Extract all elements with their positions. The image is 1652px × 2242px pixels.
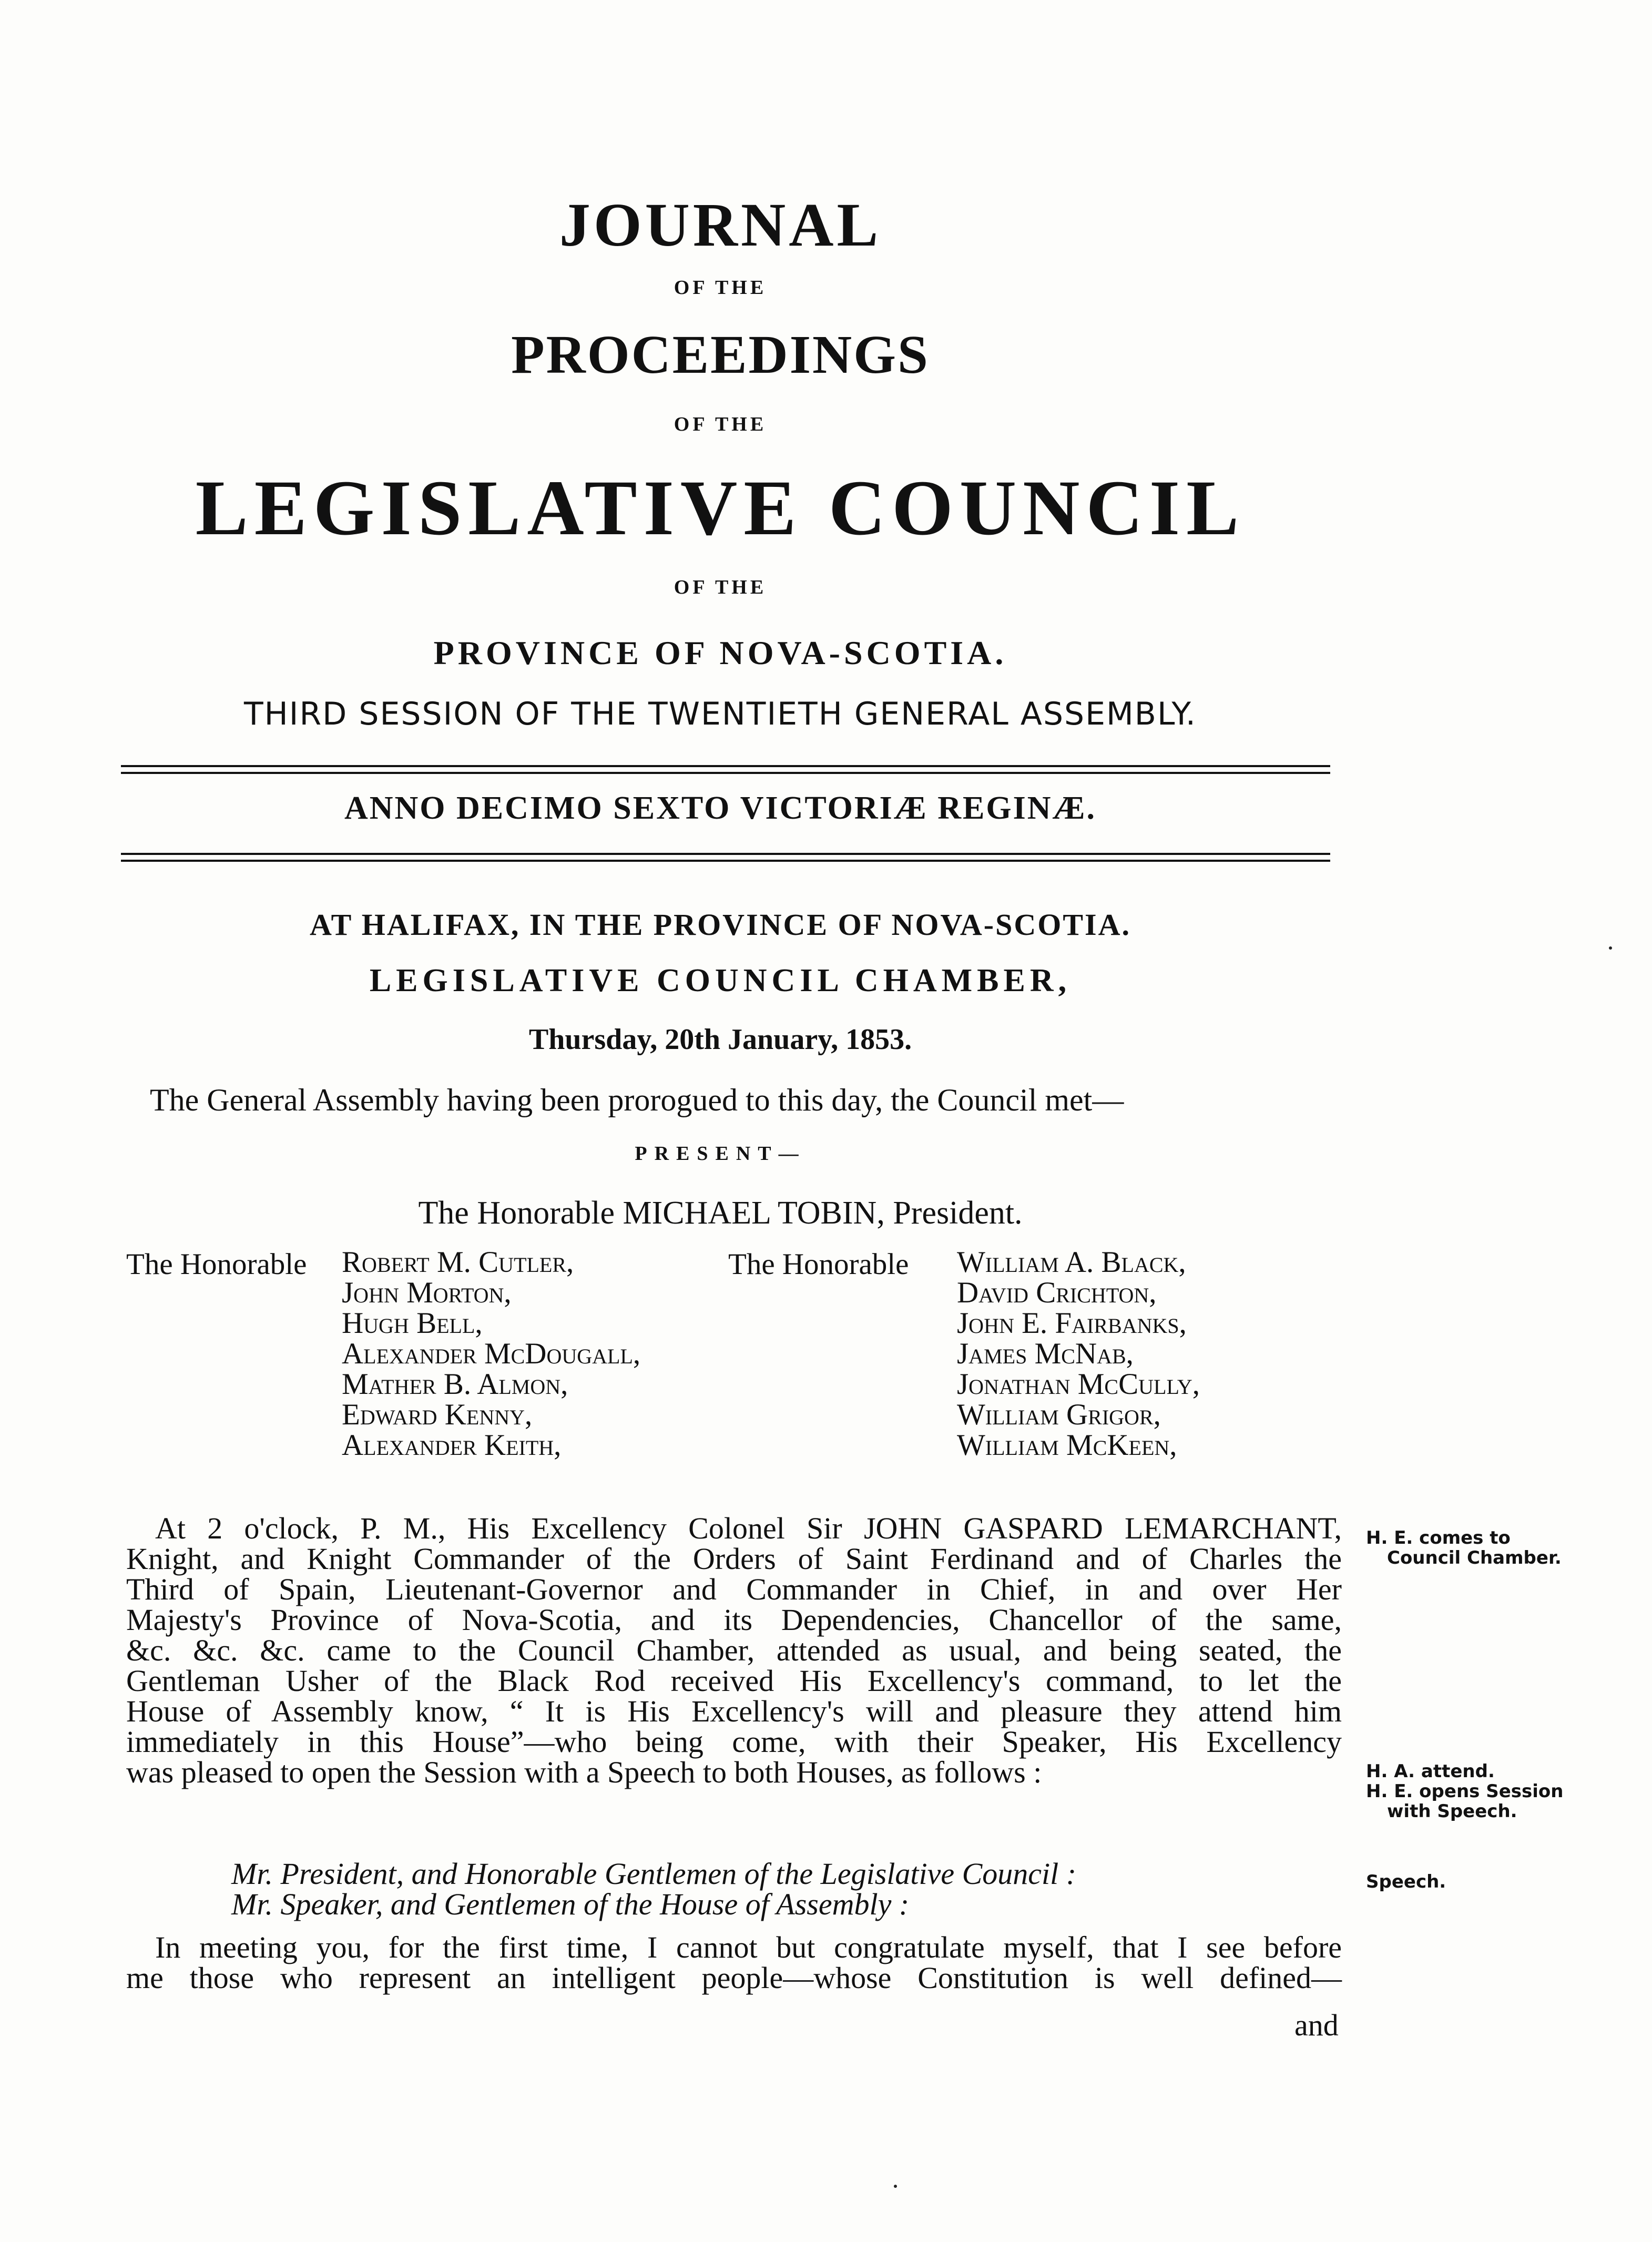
title-province: PROVINCE OF NOVA-SCOTIA.	[433, 634, 1007, 671]
member-prefix-right: The Honorable	[728, 1248, 909, 1281]
paragraph-line: was pleased to open the Session with a Speech to both Houses, as follows :	[126, 1755, 1042, 1789]
margin-note-line: H. E. comes to	[1366, 1527, 1511, 1548]
speech-paragraph	[126, 1932, 1342, 1993]
member-list-left	[342, 1247, 640, 1461]
paragraph-line: immediately in this House”—who being come, with their Speaker, His Excellency	[126, 1725, 1342, 1759]
title-legislative-council: LEGISLATIVE COUNCIL	[195, 464, 1246, 552]
member-name: James McNab,	[957, 1337, 1134, 1370]
margin-note-line: H. E. opens Session	[1366, 1781, 1564, 1802]
title-of-the-1: OF THE	[674, 277, 767, 299]
double-rule-bottom-b	[121, 860, 1330, 862]
print-speck	[894, 2185, 897, 2188]
member-name: Edward Kenny,	[342, 1398, 533, 1431]
double-rule-top-b	[121, 772, 1330, 774]
member-name: Alexander McDougall,	[342, 1337, 641, 1370]
member-prefix-left: The Honorable	[126, 1248, 307, 1281]
paragraph-line: &c. &c. &c. came to the Council Chamber, attended as usual, and being seated, the	[126, 1633, 1342, 1667]
member-name: Mather B. Almon,	[342, 1368, 568, 1401]
address-line-1: Mr. President, and Honorable Gentlemen of the Legislative Council :	[231, 1857, 1077, 1891]
print-speck	[1609, 946, 1612, 950]
member-list-right	[957, 1247, 1200, 1461]
title-of-the-2: OF THE	[674, 413, 767, 435]
sitting-place: AT HALIFAX, IN THE PROVINCE OF NOVA-SCOTIA.	[309, 908, 1131, 942]
margin-note-1	[1366, 1528, 1562, 1568]
title-proceedings: PROCEEDINGS	[511, 324, 930, 385]
sitting-date: Thursday, 20th January, 1853.	[528, 1023, 912, 1056]
title-session: THIRD SESSION OF THE TWENTIETH GENERAL ASSEMBLY.	[244, 696, 1197, 732]
member-name: Jonathan McCully,	[957, 1368, 1200, 1401]
double-rule-top-a	[121, 765, 1330, 767]
member-name: Robert M. Cutler,	[342, 1246, 574, 1279]
title-journal: JOURNAL	[559, 190, 882, 259]
double-rule-bottom-a	[121, 853, 1330, 855]
president-line: The Honorable MICHAEL TOBIN, President.	[418, 1195, 1023, 1231]
member-name: David Crichton,	[957, 1276, 1157, 1309]
address-line-2: Mr. Speaker, and Gentlemen of the House of Assembly :	[231, 1887, 910, 1921]
paragraph-line: Knight, and Knight Commander of the Orders of Saint Ferdinand and of Charles the	[126, 1542, 1342, 1576]
sitting-chamber: LEGISLATIVE COUNCIL CHAMBER,	[369, 963, 1072, 998]
catchword: and	[1294, 2008, 1339, 2042]
regnal-year: ANNO DECIMO SEXTO VICTORIÆ REGINÆ.	[344, 790, 1097, 826]
member-name: Hugh Bell,	[342, 1307, 483, 1340]
margin-note-line: with Speech.	[1387, 1801, 1517, 1822]
margin-note-2	[1366, 1761, 1563, 1821]
title-of-the-3: OF THE	[674, 576, 767, 598]
member-name: Alexander Keith,	[342, 1429, 562, 1462]
paragraph-line: Majesty's Province of Nova-Scotia, and its Dependencies, Chancellor of the same,	[126, 1603, 1342, 1637]
paragraph-line: Gentleman Usher of the Black Rod received His Excellency's command, to let the	[126, 1664, 1342, 1698]
member-name: William McKeen,	[957, 1429, 1177, 1462]
member-name: John Morton,	[342, 1276, 512, 1309]
paragraph-line: At 2 o'clock, P. M., His Excellency Colonel Sir JOHN GASPARD LEMARCHANT,	[155, 1511, 1342, 1545]
member-name: William A. Black,	[957, 1246, 1186, 1279]
margin-note-line: H. A. attend.	[1366, 1761, 1495, 1782]
paragraph-line: me those who represent an intelligent people—whose Constitution is well defined—	[126, 1961, 1342, 1995]
paragraph-line: Third of Spain, Lieutenant-Governor and Commander in Chief, in and over Her	[126, 1572, 1342, 1606]
margin-note-3: Speech.	[1366, 1871, 1446, 1892]
member-name: William Grigor,	[957, 1398, 1161, 1431]
paragraph-line: In meeting you, for the first time, I cannot but congratulate myself, that I see before	[155, 1930, 1342, 1964]
paragraph-line: House of Assembly know, “ It is His Excellency's will and pleasure they attend him	[126, 1694, 1342, 1728]
member-name: John E. Fairbanks,	[957, 1307, 1187, 1340]
present-heading: PRESENT—	[635, 1143, 806, 1165]
margin-note-line: Council Chamber.	[1387, 1547, 1562, 1568]
opening-paragraph	[126, 1513, 1342, 1788]
sitting-intro: The General Assembly having been prorogued to this day, the Council met—	[150, 1083, 1124, 1117]
